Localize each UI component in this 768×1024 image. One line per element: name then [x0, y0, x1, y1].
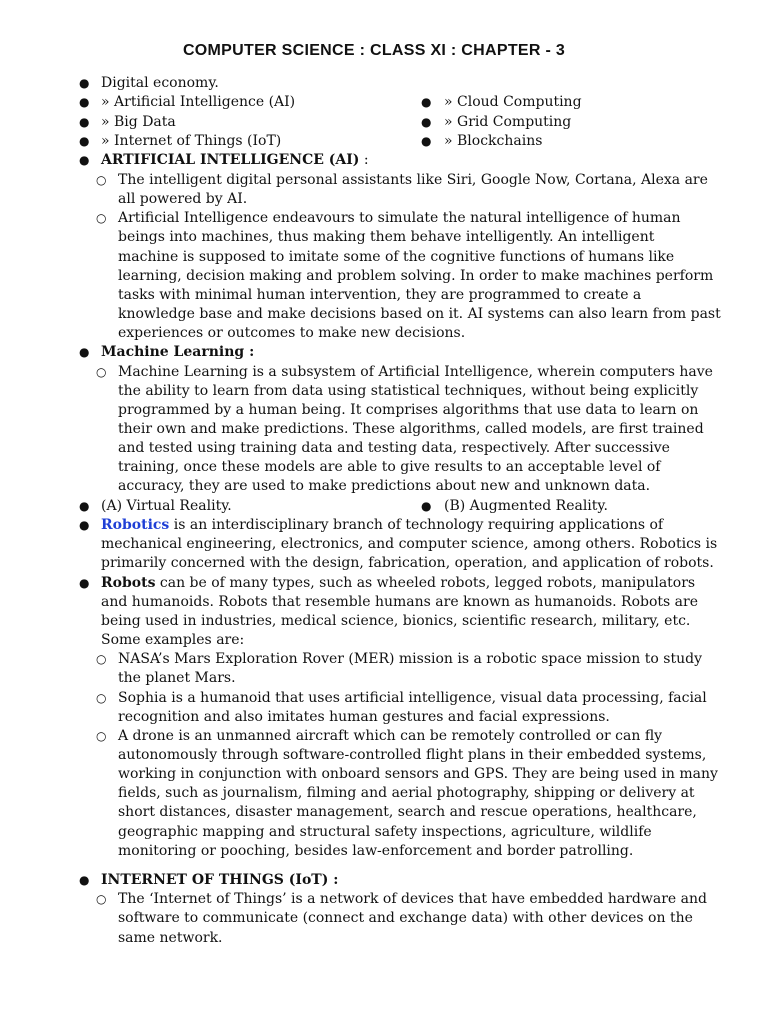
topic-digital-economy: Digital economy. [101, 75, 219, 91]
robots-line: being used in industries, medical science, bionics, scientific research, military, etc. [101, 613, 691, 629]
ai-paragraph-2-line: experiences or outcomes to make new decisions. [118, 325, 466, 341]
topic-item: » Internet of Things (IoT) [101, 133, 282, 149]
sub-bullet-icon: ○ [96, 652, 107, 666]
robotics-line: mechanical engineering, electronics, and computer science, among others. Robotics is [101, 536, 718, 552]
iot-paragraph-line: same network. [118, 930, 223, 946]
robot-example-line: the planet Mars. [118, 670, 236, 686]
ml-paragraph-line: their own and make predictions. These algorithms, called models, are first trained [118, 421, 704, 437]
bullet-icon: ● [79, 134, 90, 148]
augmented-reality-item: (B) Augmented Reality. [444, 498, 608, 514]
ai-paragraph-1-line: all powered by AI. [118, 191, 248, 207]
robots-line [101, 574, 695, 593]
robotics-line [101, 516, 663, 535]
robots-line: and humanoids. Robots that resemble humans are known as humanoids. Robots are [101, 594, 698, 610]
ai-paragraph-2-line: tasks with minimal human intervention, they are programmed to create a [118, 287, 642, 303]
bullet-icon: ● [79, 95, 90, 109]
robot-example-line: Sophia is a humanoid that uses artificial intelligence, visual data processing, facial [118, 690, 707, 706]
robot-example-line: monitoring or pooching, besides law-enforcement and border patrolling. [118, 843, 634, 859]
ai-heading-suffix: : [359, 152, 369, 168]
bullet-icon: ● [79, 576, 90, 590]
iot-heading: INTERNET OF THINGS (IoT) : [101, 872, 339, 888]
robotics-line: primarily concerned with the design, fabrication, operation, and application of robots. [101, 555, 714, 571]
sub-bullet-icon: ○ [96, 691, 107, 705]
topic-item: » Artificial Intelligence (AI) [101, 94, 296, 110]
sub-bullet-icon: ○ [96, 892, 107, 906]
robot-example-line: geographic mapping and structural safety inspections, agriculture, wildlife [118, 824, 652, 840]
robot-example-line: short distances, disaster management, search and rescue operations, healthcare, [118, 804, 697, 820]
ai-paragraph-2-line: learning, decision making and problem solving. In order to make machines perform [118, 268, 714, 284]
bullet-icon: ● [421, 95, 432, 109]
bullet-icon: ● [79, 76, 90, 90]
ml-paragraph-line: programmed by a human being. It comprises algorithms that use data to learn on [118, 402, 699, 418]
robots-text: can be of many types, such as wheeled robots, legged robots, manipulators [155, 575, 696, 591]
bullet-icon: ● [79, 115, 90, 129]
robots-line: Some examples are: [101, 632, 245, 648]
ai-paragraph-2-line: machine is supposed to imitate some of the cognitive functions of humans like [118, 249, 675, 265]
ai-heading-text: ARTIFICIAL INTELLIGENCE (AI) [101, 152, 360, 168]
bullet-icon: ● [79, 873, 90, 887]
ai-paragraph-1-line: The intelligent digital personal assistants like Siri, Google Now, Cortana, Alexa are [118, 172, 708, 188]
topic-item: » Big Data [101, 114, 176, 130]
robotics-term: Robotics [101, 517, 170, 533]
topic-item: » Cloud Computing [444, 94, 582, 110]
bullet-icon: ● [79, 153, 90, 167]
bullet-icon: ● [79, 499, 90, 513]
robot-example-line: A drone is an unmanned aircraft which can be remotely controlled or can fly [118, 728, 663, 744]
bullet-icon: ● [79, 345, 90, 359]
robot-example-line: recognition and also imitates human gestures and facial expressions. [118, 709, 610, 725]
iot-paragraph-line: The ‘Internet of Things’ is a network of devices that have embedded hardware and [118, 891, 707, 907]
ml-paragraph-line: accuracy, they are used to make predictions about new and unknown data. [118, 478, 651, 494]
sub-bullet-icon: ○ [96, 729, 107, 743]
sub-bullet-icon: ○ [96, 365, 107, 379]
topic-item: » Blockchains [444, 133, 543, 149]
robots-term: Robots [101, 575, 156, 591]
virtual-reality-item: (A) Virtual Reality. [101, 498, 232, 514]
sub-bullet-icon: ○ [96, 211, 107, 225]
topic-item: » Grid Computing [444, 114, 572, 130]
ai-paragraph-2-line: beings into machines, thus making them behave intelligently. An intelligent [118, 229, 655, 245]
bullet-icon: ● [421, 115, 432, 129]
ml-paragraph-line: and tested using training data and testing data, respectively. After successive [118, 440, 670, 456]
ai-heading [101, 151, 369, 170]
page-title: COMPUTER SCIENCE : CLASS XI : CHAPTER - 3 [182, 42, 566, 59]
robot-example-line: autonomously through software-controlled flight plans in their embedded systems, [118, 747, 707, 763]
robot-example-line: working in conjunction with onboard sensors and GPS. They are being used in many [118, 766, 718, 782]
robot-example-line: fields, such as journalism, filming and aerial photography, shipping or delivery at [118, 785, 695, 801]
bullet-icon: ● [79, 518, 90, 532]
ai-paragraph-2-line: Artificial Intelligence endeavours to simulate the natural intelligence of human [118, 210, 681, 226]
ml-paragraph-line: training, once these models are able to give results to an acceptable level of [118, 459, 661, 475]
ml-paragraph-line: Machine Learning is a subsystem of Artificial Intelligence, wherein computers have [118, 364, 713, 380]
robotics-text: is an interdisciplinary branch of technology requiring applications of [169, 517, 664, 533]
robot-example-line: NASA’s Mars Exploration Rover (MER) mission is a robotic space mission to study [118, 651, 702, 667]
bullet-icon: ● [421, 134, 432, 148]
ml-heading: Machine Learning : [101, 344, 255, 360]
sub-bullet-icon: ○ [96, 173, 107, 187]
iot-paragraph-line: software to communicate (connect and exchange data) with other devices on the [118, 910, 693, 926]
ml-paragraph-line: the ability to learn from data using statistical techniques, without being explicitly [118, 383, 699, 399]
bullet-icon: ● [421, 499, 432, 513]
ai-paragraph-2-line: knowledge base and make decisions based on it. AI systems can also learn from past [118, 306, 721, 322]
